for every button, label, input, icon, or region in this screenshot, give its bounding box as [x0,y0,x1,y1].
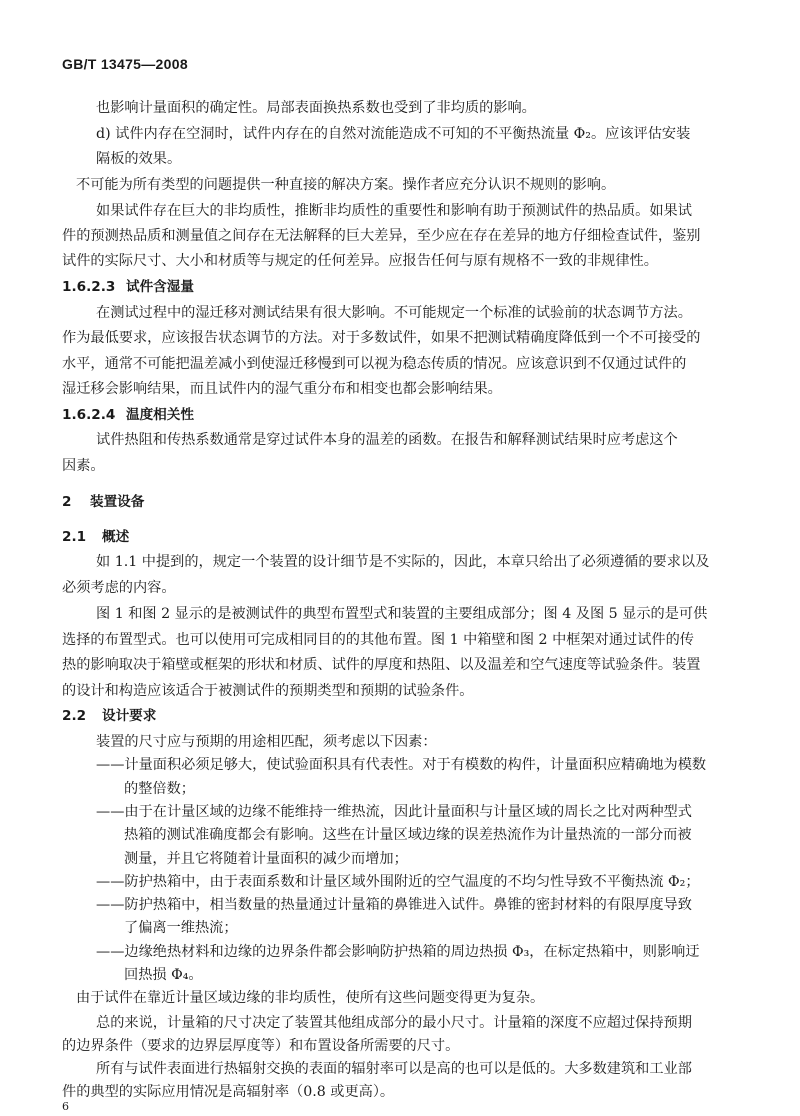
section-heading: 1.6.2.4 温度相关性 [62,407,194,423]
text-line: 因素。 [62,458,105,474]
chapter-heading: 2 装置设备 [62,494,145,510]
text-line: 选择的布置型式。也可以使用可完成相同目的的其他布置。图 1 中箱壁和图 2 中框架对通过试件的传 [62,632,694,648]
list-item: ——防护热箱中，由于表面系数和计量区域外围附近的空气温度的不均匀性导致不平衡热流 Φ₂； [96,874,700,890]
text-line: 的设计和构造应该适合于被测试件的预期类型和预期的试验条件。 [62,683,474,699]
section-heading: 2.1 概述 [62,529,130,545]
text-line: 所有与试件表面进行热辐射交换的表面的辐射率可以是高的也可以是低的。大多数建筑和工业部 [96,1061,692,1077]
text-line: 总的来说，计量箱的尺寸决定了装置其他组成部分的最小尺寸。计量箱的深度不应超过保持预期 [96,1015,692,1031]
text-line: 作为最低要求，应该报告状态调节的方法。对于多数试件，如果不把测试精确度降低到一个不可接受的 [62,330,701,346]
text-line: 不可能为所有类型的问题提供一种直接的解决方案。操作者应充分认识不规则的影响。 [76,177,616,193]
section-heading: 2.2 设计要求 [62,708,157,724]
text-line: 试件热阻和传热系数通常是穿过试件本身的温差的函数。在报告和解释测试结果时应考虑这个 [96,432,678,448]
list-item: ——防护热箱中，相当数量的热量通过计量箱的鼻锥进入试件。鼻锥的密封材料的有限厚度导致 [96,897,692,913]
text-line: 图 1 和图 2 显示的是被测试件的典型布置型式和装置的主要组成部分；图 4 及图 5 显示的是可供 [96,606,708,622]
list-item: ——由于在计量区域的边缘不能维持一维热流，因此计量面积与计量区域的周长之比对两种型式 [96,804,692,820]
text-line: 水平，通常不可能把温差减小到使湿迁移慢到可以视为稳态传质的情况。应该意识到不仅通过试件的 [62,356,687,372]
text-line: 热的影响取决于箱壁或框架的形状和材质、试件的厚度和热阻、以及温差和空气速度等试验条件。装置 [62,657,701,673]
text-line: 试件的实际尺寸、大小和材质等与规定的任何差异。应报告任何与原有规格不一致的非规律性。 [62,253,658,269]
text-line: 湿迁移会影响结果，而且试件内的湿气重分布和相变也都会影响结果。 [62,381,502,397]
text-line: 也影响计量面积的确定性。局部表面换热系数也受到了非均质的影响。 [96,100,536,116]
text-line: 件的预测热品质和测量值之间存在无法解释的巨大差异，至少应在存在差异的地方仔细检查试件，鉴别 [62,228,701,244]
list-item-continuation: 测量，并且它将随着计量面积的减少而增加； [124,851,408,867]
text-line: 在测试过程中的湿迁移对测试结果有很大影响。不可能规定一个标准的试验前的状态调节方法。 [96,305,692,321]
text-line: 必须考虑的内容。 [62,580,176,596]
list-item: ——边缘绝热材料和边缘的边界条件都会影响防护热箱的周边热损 Φ₃，在标定热箱中，则影响迂 [96,944,700,960]
text-line: 的边界条件（要求的边界层厚度等）和布置设备所需要的尺寸。 [62,1038,460,1054]
text-line: 件的典型的实际应用情况是高辐射率（0.8 或更高）。 [62,1084,395,1100]
text-line: 如 1.1 中提到的，规定一个装置的设计细节是不实际的，因此，本章只给出了必须遵循的要求以及 [96,554,710,570]
list-item-continuation: 热箱的测试准确度都会有影响。这些在计量区域边缘的误差热流作为计量热流的一部分而被 [124,827,692,843]
text-line: 隔板的效果。 [96,151,182,167]
text-line: d) 试件内存在空洞时，试件内存在的自然对流能造成不可知的不平衡热流量 Φ₂。应该评估安装 [96,126,691,142]
list-item-continuation: 了偏离一维热流； [124,920,238,936]
text-line: 由于试件在靠近计量区域边缘的非均质性，使所有这些问题变得更为复杂。 [76,990,545,1006]
text-line: 装置的尺寸应与预期的用途相匹配，须考虑以下因素： [96,734,437,750]
list-item-continuation: 回热损 Φ₄。 [124,967,203,983]
text-line: 如果试件存在巨大的非均质性，推断非均质性的重要性和影响有助于预测试件的热品质。如果试 [96,203,692,219]
page-number: 6 [62,1100,69,1113]
section-heading: 1.6.2.3 试件含湿量 [62,279,194,295]
list-item-continuation: 的整倍数； [124,781,195,797]
list-item: ——计量面积必须足够大，使试验面积具有代表性。对于有模数的构件，计量面积应精确地为模数 [96,757,707,773]
standard-code-header: GB/T 13475—2008 [62,56,188,72]
